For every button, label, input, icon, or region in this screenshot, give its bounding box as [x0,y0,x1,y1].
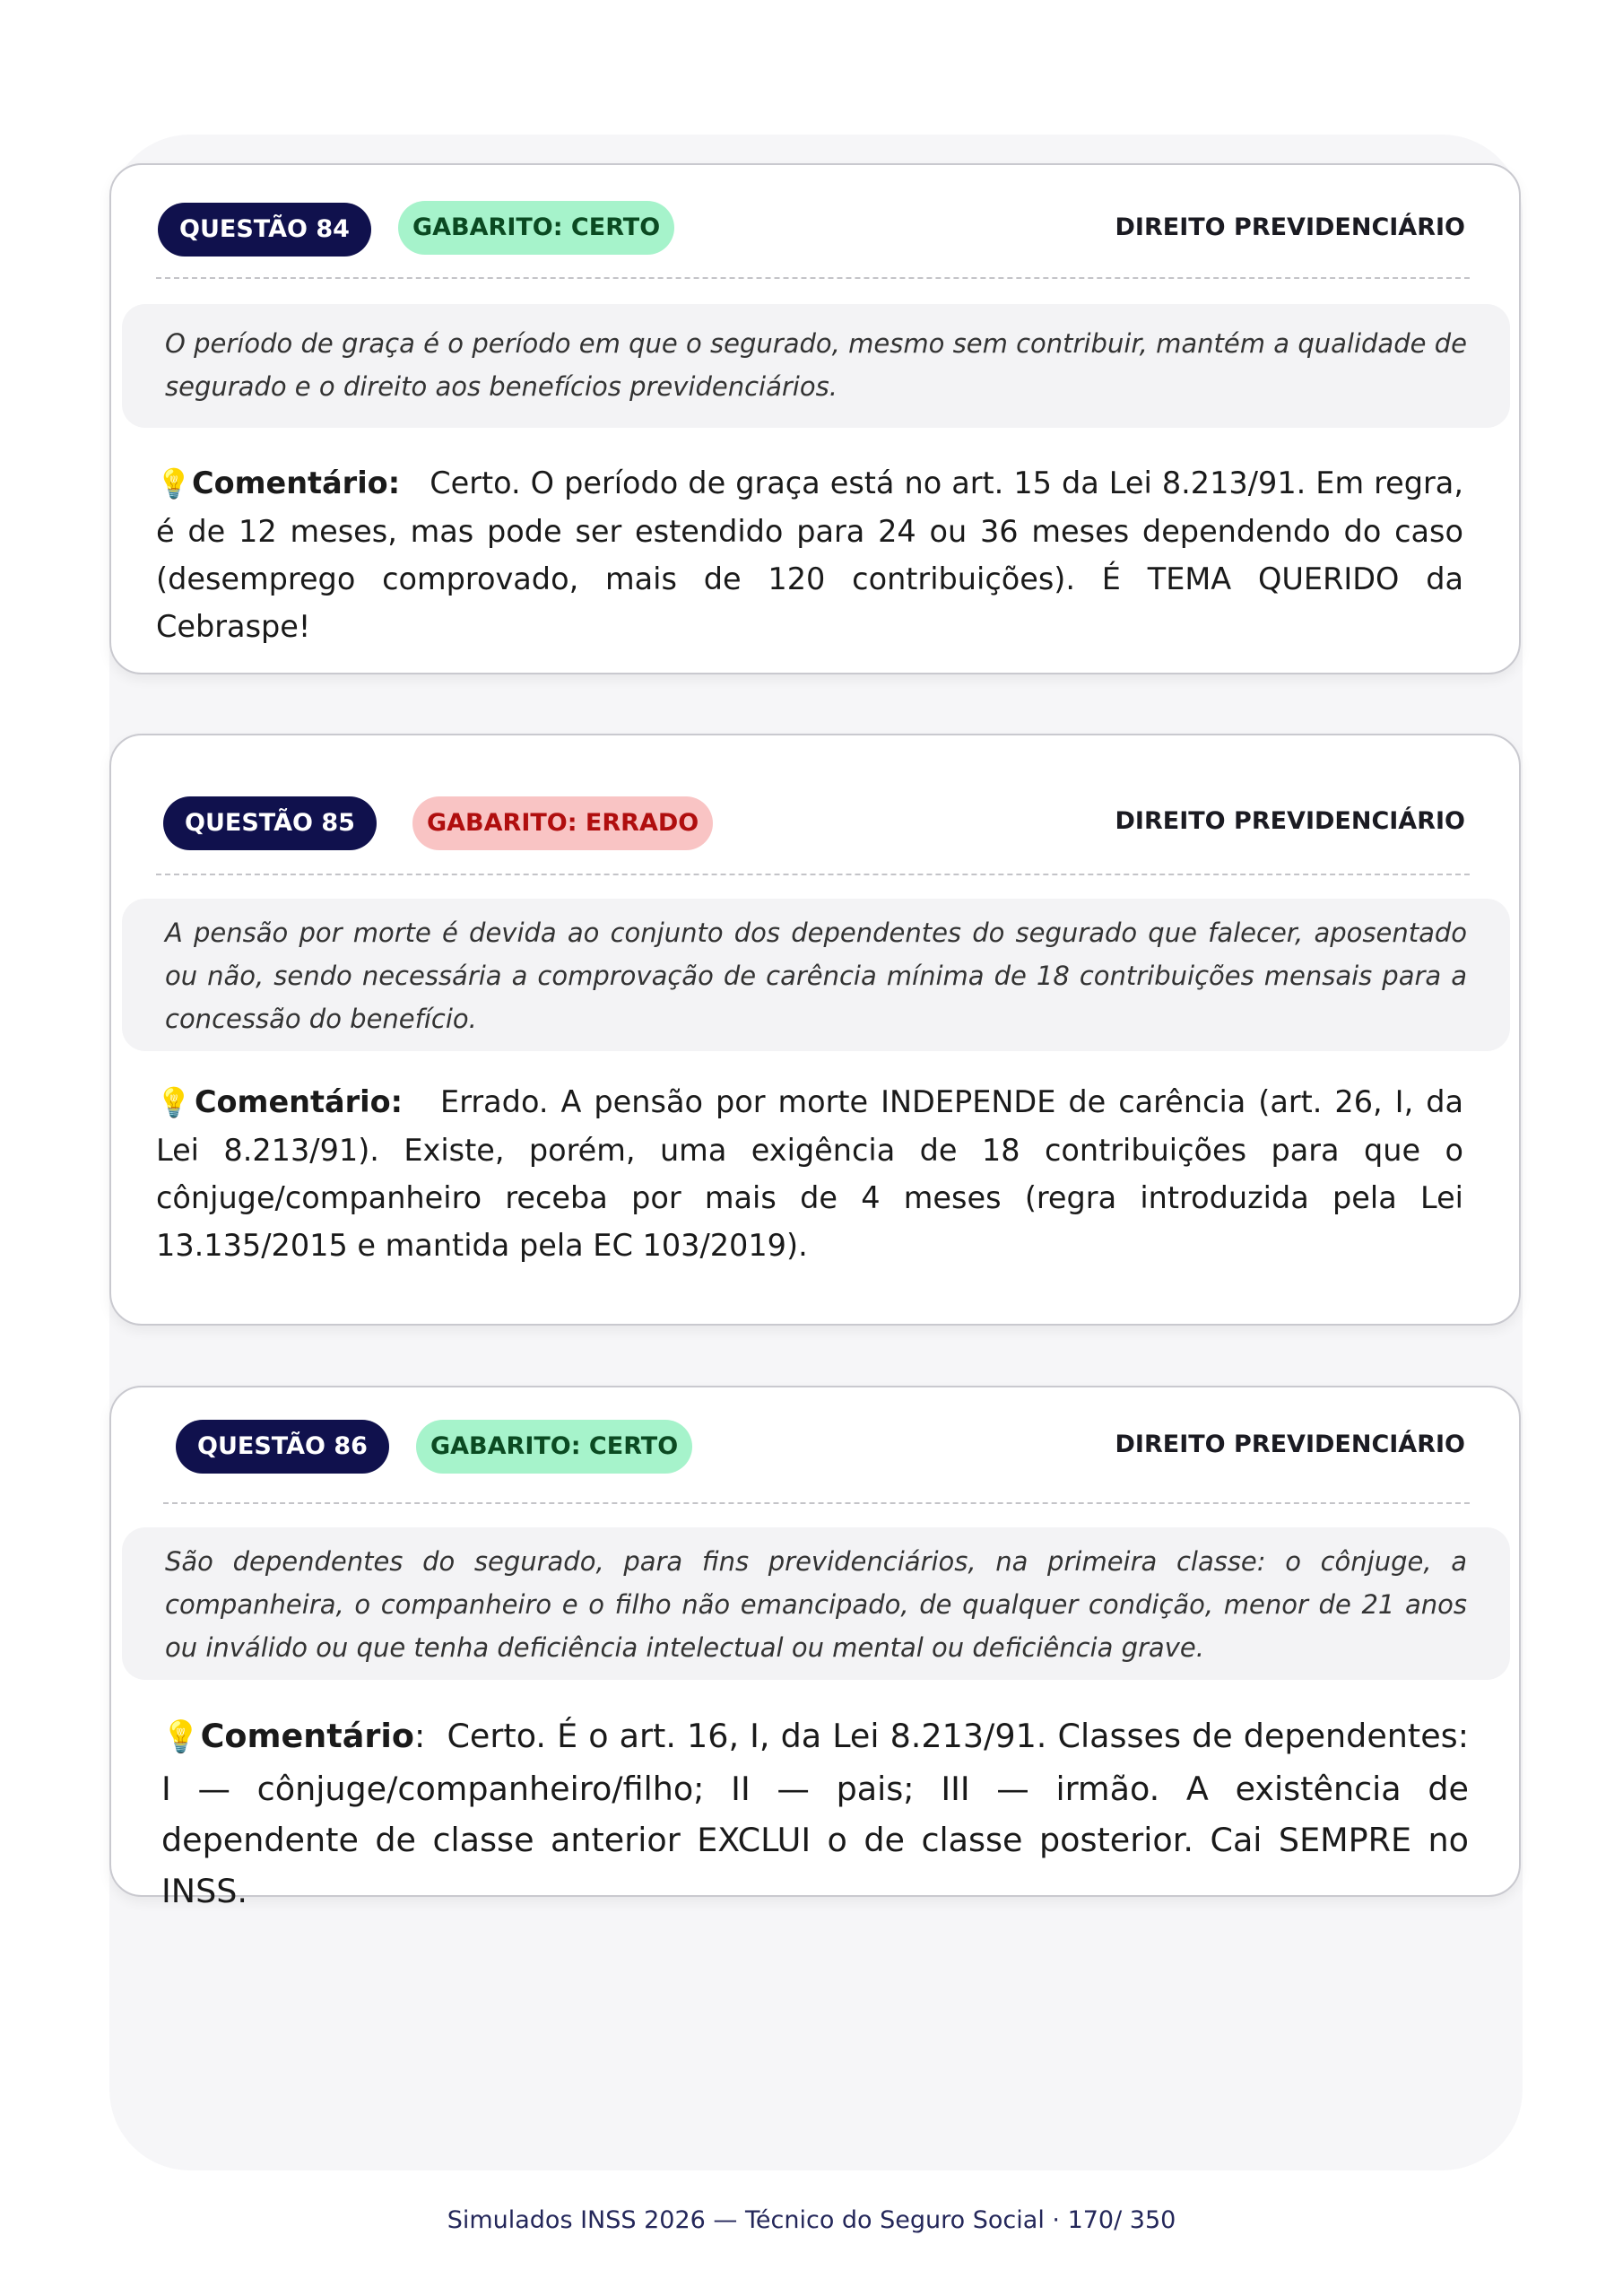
divider [156,277,1470,279]
question-card-85 [109,734,1521,1326]
question-number-badge: QUESTÃO 85 [163,796,377,850]
comment-label: Comentário [200,1717,414,1755]
divider [163,1502,1470,1504]
comment-label: Comentário: [191,465,401,500]
comment-text: Certo. O período de graça está no art. 15 da Lei 8.213/91. Em regra, é de 12 meses, mas pode ser estendido para 24 ou 36 meses dependendo do caso (desemprego comprovado, mais de 120 contribuições). É TEMA QUERIDO da Cebraspe! [156,465,1463,644]
divider [156,874,1470,875]
subject-label: DIREITO PREVIDENCIÁRIO [1115,1431,1465,1458]
comment-block [156,459,1463,650]
answer-badge-errado: GABARITO: ERRADO [412,796,713,850]
subject-label: DIREITO PREVIDENCIÁRIO [1115,213,1465,241]
question-number-badge: QUESTÃO 84 [158,203,371,257]
comment-block [161,1710,1469,1917]
question-statement: A pensão por morte é devida ao conjunto dos dependentes do segurado que falecer, aposentado ou não, sendo necessária a comprovação de carência mínima de 18 contribuições mensais para a concessão do benefício. [122,899,1510,1051]
lightbulb-icon: 💡 [156,1085,195,1119]
lightbulb-icon: 💡 [156,466,192,500]
question-number-badge: QUESTÃO 86 [176,1420,389,1474]
answer-badge-certo: GABARITO: CERTO [416,1420,692,1474]
subject-label: DIREITO PREVIDENCIÁRIO [1115,807,1465,835]
answer-badge-certo: GABARITO: CERTO [398,201,674,255]
comment-label: Comentário: [194,1084,404,1119]
comment-text: Certo. É o art. 16, I, da Lei 8.213/91. Classes de dependentes: I — cônjuge/companheiro/filho; II — pais; III — irmão. A existência de dependente de classe anterior EXCLUI o de classe posterior. Cai SEMPRE no INSS. [161,1717,1469,1910]
comment-block [156,1078,1463,1269]
question-statement: São dependentes do segurado, para fins previdenciários, na primeira classe: o cônjuge, a companheira, o companheiro e o filho não emancipado, de qualquer condição, menor de 21 anos ou inválido ou que tenha deficiência intelectual ou mental ou deficiência grave. [122,1527,1510,1680]
comment-label-colon: : [413,1717,426,1755]
question-statement: O período de graça é o período em que o segurado, mesmo sem contribuir, mantém a qualidade de segurado e o direito aos benefícios previdenciários. [122,304,1510,428]
question-card-84 [109,163,1521,674]
page-footer: Simulados INSS 2026 — Técnico do Seguro Social · 170/ 350 [447,2206,1176,2234]
comment-text: Errado. A pensão por morte INDEPENDE de carência (art. 26, I, da Lei 8.213/91). Existe, porém, uma exigência de 18 contribuições para que o cônjuge/companheiro receba por mais de 4 meses (regra introduzida pela Lei 13.135/2015 e mantida pela EC 103/2019). [156,1084,1463,1263]
question-card-86 [109,1386,1521,1910]
lightbulb-icon: 💡 [161,1719,201,1755]
